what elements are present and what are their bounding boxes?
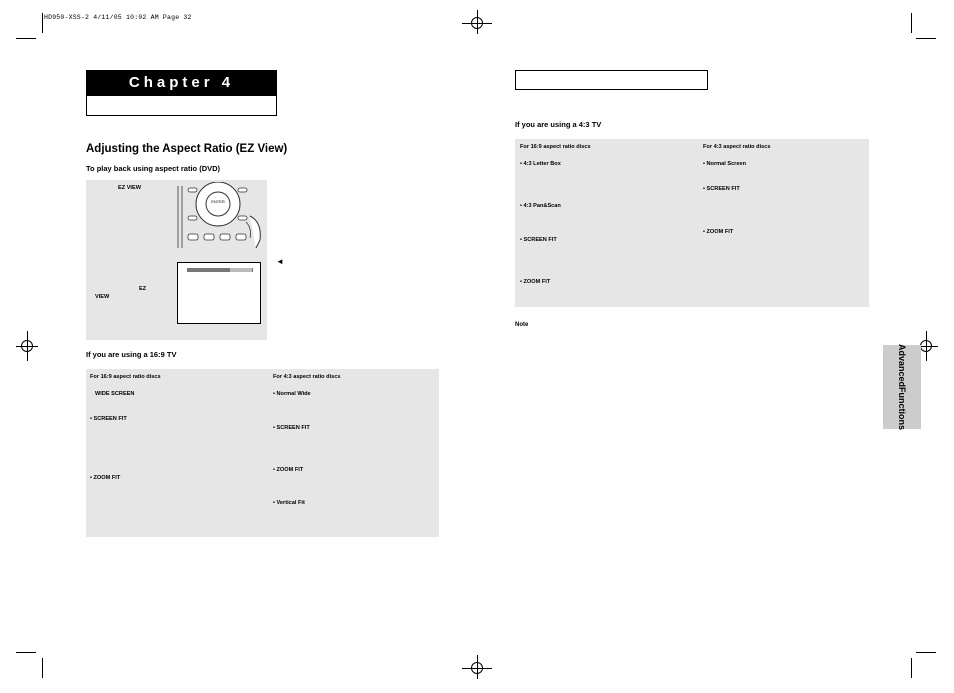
table43-col2-item: • Normal Screen — [703, 161, 746, 167]
side-tab-line2: Functions — [897, 387, 907, 431]
table169-col2-item: • SCREEN FIT — [273, 425, 310, 431]
table169-col2-header: For 4:3 aspect ratio discs — [273, 374, 341, 380]
table169-col1-item: • ZOOM FIT — [90, 475, 121, 481]
ez-view-label: EZ VIEW — [118, 185, 141, 191]
left-arrow-icon: ◄ — [276, 257, 284, 266]
table43-col1-item: • 4:3 Letter Box — [520, 161, 561, 167]
registration-line — [477, 655, 478, 679]
table43-col1-item: • ZOOM FIT — [520, 279, 551, 285]
table43-col2-item: • SCREEN FIT — [703, 186, 740, 192]
section-subheading: To play back using aspect ratio (DVD) — [86, 164, 221, 173]
view-label: VIEW — [95, 294, 110, 300]
table43-panel — [515, 139, 869, 307]
crop-mark — [916, 38, 936, 39]
crop-mark — [16, 652, 36, 653]
crop-mark — [42, 658, 43, 678]
table43-col1-header: For 16:9 aspect ratio discs — [520, 144, 591, 150]
table169-col1-header: For 16:9 aspect ratio discs — [90, 374, 161, 380]
crop-mark — [911, 658, 912, 678]
page-title: Adjusting the Aspect Ratio (EZ View) — [86, 143, 288, 155]
section-title-box — [515, 70, 708, 90]
table169-col2-item: • Normal Wide — [273, 391, 311, 397]
crop-mark — [911, 13, 912, 33]
table169-col1-item: • SCREEN FIT — [90, 416, 127, 422]
svg-text:ENTER: ENTER — [211, 199, 225, 204]
table169-panel — [86, 369, 439, 537]
tv43-heading: If you are using a 4:3 TV — [515, 120, 602, 129]
table43-col1-item: • SCREEN FIT — [520, 237, 557, 243]
table43-col2-header: For 4:3 aspect ratio discs — [703, 144, 771, 150]
tv169-heading: If you are using a 16:9 TV — [86, 350, 177, 359]
crop-mark — [42, 13, 43, 33]
table43-col1-item: • 4:3 Pan&Scan — [520, 203, 561, 209]
crop-mark — [16, 38, 36, 39]
crop-mark — [916, 652, 936, 653]
print-header: HD950-XSS-2 4/11/05 10:02 AM Page 32 — [44, 14, 192, 21]
registration-line — [477, 10, 478, 34]
side-tab-line1: Advanced — [897, 344, 907, 388]
table169-col2-item: • Vertical Fit — [273, 500, 305, 506]
registration-line — [27, 331, 28, 361]
table169-col2-item: • ZOOM FIT — [273, 467, 304, 473]
registration-line — [926, 331, 927, 361]
ez-label: EZ — [139, 286, 147, 292]
side-tab-label — [883, 345, 921, 429]
table43-col2-item: • ZOOM FIT — [703, 229, 734, 235]
screen-status-box — [230, 268, 252, 272]
chapter-title: Chapter 4 — [86, 70, 277, 96]
note-label: Note — [515, 322, 529, 328]
table169-col1-item: WIDE SCREEN — [95, 391, 135, 397]
remote-control-illustration — [176, 182, 266, 250]
